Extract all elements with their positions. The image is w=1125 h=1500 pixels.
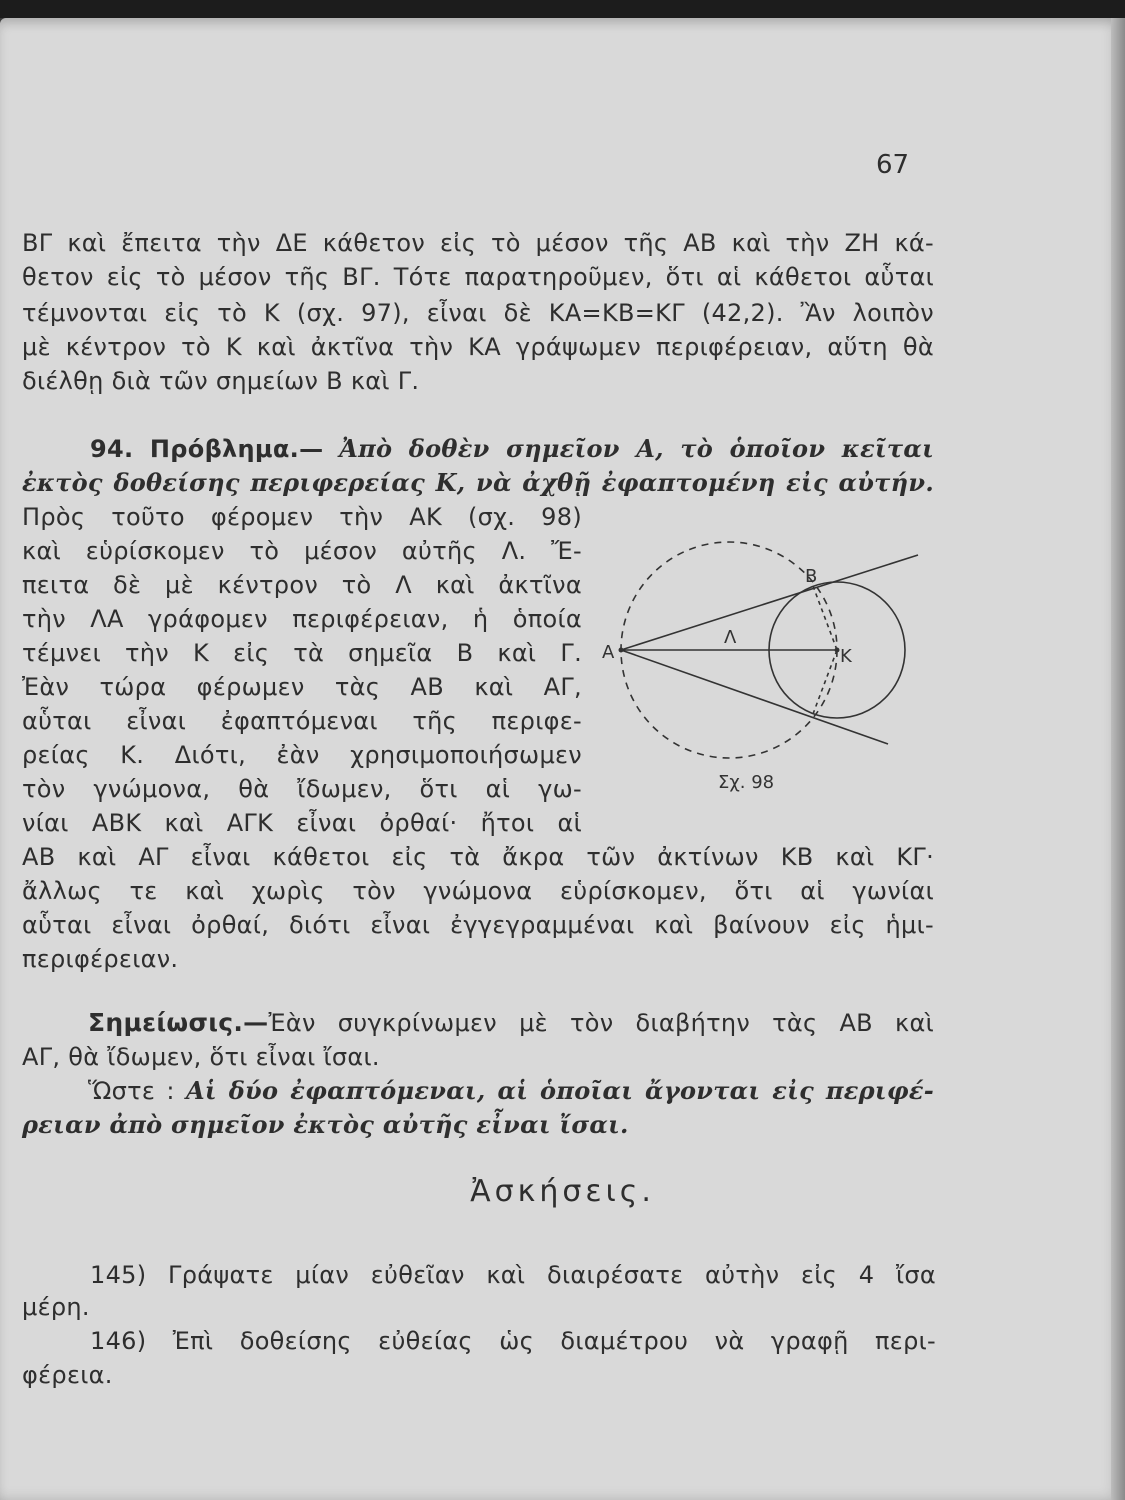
remark-text: Ἐὰν συγκρίνωμεν μὲ τὸν διαβήτην τὰς ΑΒ καὶ xyxy=(268,1009,934,1037)
problem-text-line: τὴν ΛΑ γράφομεν περιφέρειαν, ἡ ὁποία xyxy=(22,605,582,633)
figure-caption: Σχ. 98 xyxy=(718,772,775,793)
problem-text-line: πειτα δὲ μὲ κέντρον τὸ Λ καὶ ἀκτῖνα xyxy=(22,571,582,599)
problem-title-line xyxy=(90,432,934,466)
page-number: 67 xyxy=(876,150,910,180)
exercise-145-line: 145) Γράψατε μίαν εὐθεῖαν καὶ διαιρέσατε αὐτὴν εἰς 4 ἴσα xyxy=(90,1261,936,1289)
problem-text-line: ρείας Κ. Διότι, ἐὰν χρησιμοποιήσωμεν xyxy=(22,741,582,769)
label-b: Β xyxy=(805,566,818,587)
point-a xyxy=(619,648,624,653)
conclusion-line: ρειαν ἀπὸ σημεῖον ἐκτὸς αὐτῆς εἶναι ἴσαι. xyxy=(22,1110,629,1139)
problem-statement: Ἀπὸ δοθὲν σημεῖον Α, τὸ ὁποῖον κεῖται xyxy=(339,434,935,463)
conclusion-label: Ὥστε : xyxy=(88,1077,175,1105)
problem-text-line: Πρὸς τοῦτο φέρομεν τὴν ΑΚ (σχ. 98) xyxy=(22,503,582,531)
problem-text-line: νίαι ΑΒΚ καὶ ΑΓΚ εἶναι ὀρθαί· ἤτοι αἱ xyxy=(22,809,582,837)
remark-label: Σημείωσις.— xyxy=(88,1008,269,1037)
problem-text-line: Ἐὰν τώρα φέρωμεν τὰς ΑΒ καὶ ΑΓ, xyxy=(22,673,582,701)
problem-text-line: ἄλλως τε καὶ χωρὶς τὸν γνώμονα εὑρίσκομεν, ὅτι αἱ γωνίαι xyxy=(22,877,934,905)
label-k: Κ xyxy=(840,646,852,667)
point-k xyxy=(835,648,840,653)
tangent-ab xyxy=(621,555,918,650)
radius-kb xyxy=(813,586,837,650)
exercises-heading: Ἀσκήσεις. xyxy=(470,1174,655,1209)
problem-text-line: περιφέρειαν. xyxy=(22,945,179,973)
intro-line: διέλθῃ διὰ τῶν σημείων Β καὶ Γ. xyxy=(22,367,420,395)
intro-line: θετον εἰς τὸ μέσον τῆς ΒΓ. Τότε παρατηροῦμεν, ὅτι αἱ κάθετοι αὗται xyxy=(22,263,934,291)
remark-line: ΑΓ, θὰ ἴδωμεν, ὅτι εἶναι ἴσαι. xyxy=(22,1043,380,1071)
exercise-146-line: φέρεια. xyxy=(22,1361,113,1389)
conclusion-text: Αἱ δύο ἐφαπτόμεναι, αἱ ὁποῖαι ἄγονται εἰς περιφέ- xyxy=(185,1076,934,1105)
problem-text-line: τέμνει τὴν Κ εἰς τὰ σημεῖα Β καὶ Γ. xyxy=(22,639,582,667)
label-l: Λ xyxy=(724,627,737,648)
exercise-145-line: μέρη. xyxy=(22,1293,90,1321)
page-edge-shadow xyxy=(1111,18,1125,1500)
problem-text-line: καὶ εὑρίσκομεν τὸ μέσον αὐτῆς Λ. Ἔ- xyxy=(22,537,582,565)
problem-text-line: τὸν γνώμονα, θὰ ἴδωμεν, ὅτι αἱ γω- xyxy=(22,775,582,803)
problem-text-line: ΑΒ καὶ ΑΓ εἶναι κάθετοι εἰς τὰ ἄκρα τῶν ἀκτίνων ΚΒ καὶ ΚΓ· xyxy=(22,843,934,871)
exercise-146-line: 146) Ἐπὶ δοθείσης εὐθείας ὡς διαμέτρου νὰ γραφῇ περι- xyxy=(90,1327,936,1355)
scan-top-edge xyxy=(0,0,1125,18)
conclusion-line xyxy=(88,1074,934,1108)
figure-98-diagram xyxy=(600,530,940,800)
radius-kg xyxy=(813,650,837,714)
intro-line: ΒΓ καὶ ἔπειτα τὴν ΔΕ κάθετον εἰς τὸ μέσον τῆς ΑΒ καὶ τὴν ΖΗ κά- xyxy=(22,229,934,257)
problem-text-line: αὗται εἶναι ἐφαπτόμεναι τῆς περιφε- xyxy=(22,707,582,735)
problem-label: 94. Πρόβλημα.— xyxy=(90,435,324,463)
intro-line: τέμνονται εἰς τὸ Κ (σχ. 97), εἶναι δὲ ΚΑ=ΚΒ=ΚΓ (42,2). Ἂν λοιπὸν xyxy=(22,299,934,327)
label-a: Α xyxy=(602,642,615,663)
problem-statement-line: ἐκτὸς δοθείσης περιφερείας Κ, νὰ ἀχθῇ ἐφαπτομένη εἰς αὐτήν. xyxy=(22,468,934,497)
remark-line xyxy=(88,1006,934,1040)
problem-text-line: αὗται εἶναι ὀρθαί, διότι εἶναι ἐγγεγραμμέναι καὶ βαίνουν εἰς ἡμι- xyxy=(22,911,934,939)
book-page xyxy=(0,18,1125,1500)
intro-line: μὲ κέντρον τὸ Κ καὶ ἀκτῖνα τὴν ΚΑ γράψωμεν περιφέρειαν, αὕτη θὰ xyxy=(22,333,934,361)
